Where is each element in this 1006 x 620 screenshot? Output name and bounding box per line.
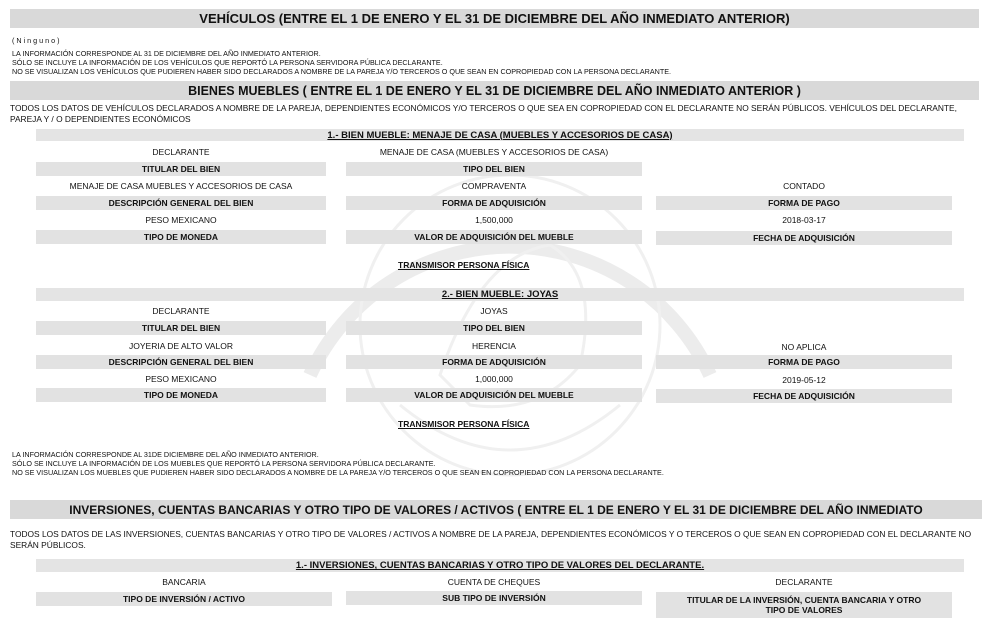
mueble-1-transmisor: TRANSMISOR PERSONA FÍSICA	[398, 260, 530, 270]
vehiculos-none: ( N i n g u n o )	[12, 36, 60, 45]
mueble-2-moneda-label: TIPO DE MONEDA	[36, 388, 326, 402]
mueble-1-heading: 1.- BIEN MUEBLE: MENAJE DE CASA (MUEBLES Y ACCESORIOS DE CASA)	[36, 129, 964, 141]
mueble-1-moneda-value: PESO MEXICANO	[145, 215, 217, 225]
mueble-1-forma-pago-value: CONTADO	[783, 181, 825, 191]
mueble-2-tipo-bien-label: TIPO DEL BIEN	[346, 321, 642, 335]
inversion-1-heading: 1.- INVERSIONES, CUENTAS BANCARIAS Y OTRO TIPO DE VALORES DEL DECLARANTE.	[36, 559, 964, 572]
inversiones-title: INVERSIONES, CUENTAS BANCARIAS Y OTRO TIPO DE VALORES / ACTIVOS ( ENTRE EL 1 DE ENERO Y EL 31 DE DICIEMBRE DEL AÑO INMEDIATO	[10, 500, 982, 519]
muebles-note-3: NO SE VISUALIZAN LOS MUEBLES QUE PUDIEREN HABER SIDO DECLARADOS A NOMBRE DE LA PAREJA Y/O TERCEROS O QUE SEAN EN COPROPIEDAD CON LA PERSONA DECLARANTE.	[12, 468, 664, 477]
muebles-title: BIENES MUEBLES ( ENTRE EL 1 DE ENERO Y EL 31 DE DICIEMBRE DEL AÑO INMEDIATO ANTERIOR )	[10, 81, 979, 100]
mueble-1-forma-adquisicion-value: COMPRAVENTA	[461, 181, 527, 191]
mueble-1-valor-value: 1,500,000	[475, 215, 513, 225]
inversion-1-titular-label: TITULAR DE LA INVERSIÓN, CUENTA BANCARIA Y OTRO TIPO DE VALORES	[656, 592, 952, 618]
vehiculos-note-1: LA INFORMACIÓN CORRESPONDE AL 31 DE DICIEMBRE DEL AÑO INMEDIATO ANTERIOR.	[12, 49, 321, 58]
mueble-1-tipo-bien-label: TIPO DEL BIEN	[346, 162, 642, 176]
mueble-2-forma-pago-value: NO APLICA	[781, 342, 827, 352]
mueble-2-forma-adquisicion-label: FORMA DE ADQUISICIÓN	[346, 355, 642, 369]
mueble-1-descripcion-value: MENAJE DE CASA MUEBLES Y ACCESORIOS DE CASA	[69, 181, 293, 191]
mueble-1-titular-label: TITULAR DEL BIEN	[36, 162, 326, 176]
mueble-2-forma-adquisicion-value: HERENCIA	[472, 341, 516, 351]
mueble-1-moneda-label: TIPO DE MONEDA	[36, 230, 326, 244]
muebles-intro: TODOS LOS DATOS DE VEHÍCULOS DECLARADOS A NOMBRE DE LA PAREJA, DEPENDIENTES ECONÓMICOS Y/O TERCEROS O QUE SEA EN COPROPIEDAD CON EL DECLARANTE NO SERÁN PÚBLICOS. VEHÍCULOS DEL DECLARANTE, PAREJA Y / O DEPENDIENTES ECONÓMICOS	[10, 103, 957, 124]
mueble-2-titular-value: DECLARANTE	[152, 306, 210, 316]
mueble-2-descripcion-value: JOYERIA DE ALTO VALOR	[129, 341, 233, 351]
vehiculos-note-2: SÓLO SE INCLUYE LA INFORMACIÓN DE LOS VEHÍCULOS QUE REPORTÓ LA PERSONA SERVIDORA PÚBLICA DECLARANTE.	[12, 58, 443, 67]
mueble-2-valor-label: VALOR DE ADQUISICIÓN DEL MUEBLE	[346, 388, 642, 402]
mueble-2-tipo-bien-value: JOYAS	[480, 306, 508, 316]
mueble-1-fecha-value: 2018-03-17	[782, 215, 826, 225]
muebles-note-1: LA INFORMACIÓN CORRESPONDE AL 31DE DICIEMBRE DEL AÑO INMEDIATO ANTERIOR.	[12, 450, 319, 459]
mueble-2-fecha-label: FECHA DE ADQUISICIÓN	[656, 389, 952, 403]
mueble-2-valor-value: 1,000,000	[475, 374, 513, 384]
mueble-2-heading: 2.- BIEN MUEBLE: JOYAS	[36, 288, 964, 301]
mueble-2-descripcion-label: DESCRIPCIÓN GENERAL DEL BIEN	[36, 355, 326, 369]
mueble-1-titular-value: DECLARANTE	[152, 147, 210, 157]
inversiones-intro: TODOS LOS DATOS DE LAS INVERSIONES, CUENTAS BANCARIAS Y OTRO TIPO DE VALORES / ACTIVOS A NOMBRE DE LA PAREJA, DEPENDIENTES ECONÓMICOS Y O TERCEROS O QUE SEAN EN COPROPIEDAD CON EL DECLARANTE NO SERÁN PÚBLICOS.	[10, 529, 972, 550]
mueble-2-moneda-value: PESO MEXICANO	[145, 374, 217, 384]
mueble-1-valor-label: VALOR DE ADQUISICIÓN DEL MUEBLE	[346, 230, 642, 244]
inversion-1-tipo-label: TIPO DE INVERSIÓN / ACTIVO	[36, 592, 332, 606]
mueble-1-tipo-bien-value: MENAJE DE CASA (MUEBLES Y ACCESORIOS DE CASA)	[379, 147, 609, 157]
muebles-note-2: SÓLO SE INCLUYE LA INFORMACIÓN DE LOS MUEBLES QUE REPORTÓ LA PERSONA SERVIDORA PÚBLICA DECLARANTE.	[12, 459, 436, 468]
vehiculos-note-3: NO SE VISUALIZAN LOS VEHÍCULOS QUE PUDIEREN HABER SIDO DECLARADOS A NOMBRE DE LA PAREJA Y/O TERCEROS O QUE SEAN EN COPROPIEDAD CON LA PERSONA DECLARANTE.	[12, 67, 672, 76]
mueble-2-titular-label: TITULAR DEL BIEN	[36, 321, 326, 335]
mueble-2-transmisor: TRANSMISOR PERSONA FÍSICA	[398, 419, 530, 429]
inversion-1-subtipo-label: SUB TIPO DE INVERSIÓN	[346, 591, 642, 605]
mueble-2-forma-pago-label: FORMA DE PAGO	[656, 355, 952, 369]
mueble-1-descripcion-label: DESCRIPCIÓN GENERAL DEL BIEN	[36, 196, 326, 210]
mueble-1-fecha-label: FECHA DE ADQUISICIÓN	[656, 231, 952, 245]
mueble-1-forma-pago-label: FORMA DE PAGO	[656, 196, 952, 210]
inversion-1-titular-value: DECLARANTE	[775, 577, 833, 587]
inversion-1-subtipo-value: CUENTA DE CHEQUES	[447, 577, 541, 587]
inversion-1-tipo-value: BANCARIA	[162, 577, 206, 587]
vehiculos-title: VEHÍCULOS (ENTRE EL 1 DE ENERO Y EL 31 DE DICIEMBRE DEL AÑO INMEDIATO ANTERIOR)	[10, 9, 979, 28]
mueble-1-forma-adquisicion-label: FORMA DE ADQUISICIÓN	[346, 196, 642, 210]
mueble-2-fecha-value: 2019-05-12	[782, 375, 826, 385]
